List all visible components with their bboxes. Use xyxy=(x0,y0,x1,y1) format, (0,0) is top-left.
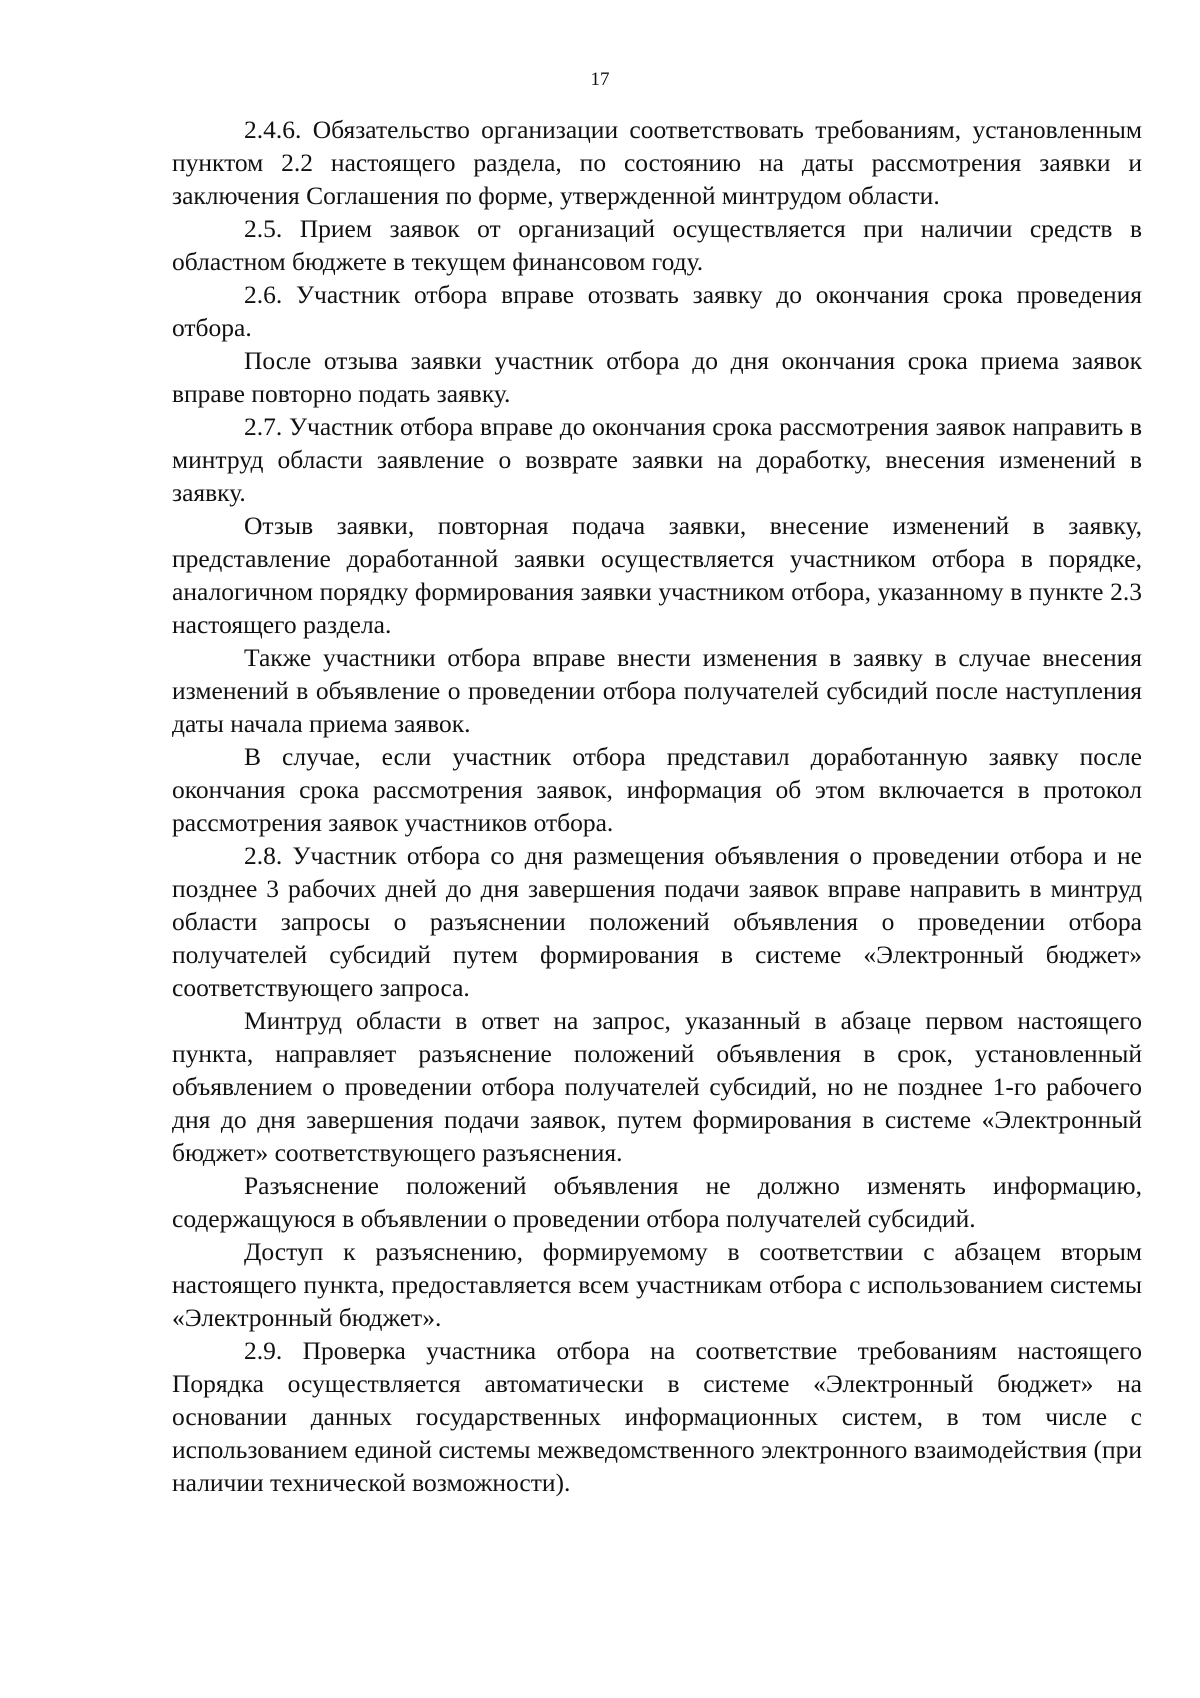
paragraph-withdrawal-procedure: Отзыв заявки, повторная подача заявки, внесение изменений в заявку, представление доработанной заявки осуществляется участником отбора в порядке, аналогичном порядку формирования заявки участником отбора, указанному в пункте 2.3 настоящего раздела. xyxy=(172,511,1142,639)
paragraph-application-changes: Также участники отбора вправе внести изменения в заявку в случае внесения изменений в объявление о проведении отбора получателей субсидий после наступления даты начала приема заявок. xyxy=(172,643,1142,738)
paragraph-2-6: 2.6. Участник отбора вправе отозвать заявку до окончания срока проведения отбора. xyxy=(172,280,1142,342)
paragraph-2-5: 2.5. Прием заявок от организаций осуществляется при наличии средств в областном бюджете в текущем финансовом году. xyxy=(172,214,1142,276)
paragraph-clarification-access: Доступ к разъяснению, формируемому в соответствии с абзацем вторым настоящего пункта, предоставляется всем участникам отбора с использованием системы «Электронный бюджет». xyxy=(172,1237,1142,1332)
document-body xyxy=(172,113,1142,1499)
paragraph-late-revision: В случае, если участник отбора представил доработанную заявку после окончания срока рассмотрения заявок, информация об этом включается в протокол рассмотрения заявок участников отбора. xyxy=(172,742,1142,837)
paragraph-withdrawal-resubmission: После отзыва заявки участник отбора до дня окончания срока приема заявок вправе повторно подать заявку. xyxy=(172,346,1142,408)
paragraph-2-9: 2.9. Проверка участника отбора на соответствие требованиям настоящего Порядка осуществляется автоматически в системе «Электронный бюджет» на основании данных государственных информационных систем, в том числе с использованием единой системы межведомственного электронного взаимодействия (при наличии технической возможности). xyxy=(172,1336,1142,1497)
paragraph-2-7: 2.7. Участник отбора вправе до окончания срока рассмотрения заявок направить в минтруд области заявление о возврате заявки на доработку, внесения изменений в заявку. xyxy=(172,412,1142,507)
paragraph-2-4-6: 2.4.6. Обязательство организации соответствовать требованиям, установленным пунктом 2.2 настоящего раздела, по состоянию на даты рассмотрения заявки и заключения Соглашения по форме, утвержденной минтрудом области. xyxy=(172,115,1142,210)
page-number: 17 xyxy=(590,69,610,90)
paragraph-clarification-response: Минтруд области в ответ на запрос, указанный в абзаце первом настоящего пункта, направляет разъяснение положений объявления в срок, установленный объявлением о проведении отбора получателей субсидий, но не позднее 1-го рабочего дня до дня завершения подачи заявок, путем формирования в системе «Электронный бюджет» соответствующего разъяснения. xyxy=(172,1006,1142,1167)
paragraph-clarification-limits: Разъяснение положений объявления не должно изменять информацию, содержащуюся в объявлении о проведении отбора получателей субсидий. xyxy=(172,1171,1142,1233)
paragraph-2-8: 2.8. Участник отбора со дня размещения объявления о проведении отбора и не позднее 3 рабочих дней до дня завершения подачи заявок вправе направить в минтруд области запросы о разъяснении положений объявления о проведении отбора получателей субсидий путем формирования в системе «Электронный бюджет» соответствующего запроса. xyxy=(172,841,1142,1002)
